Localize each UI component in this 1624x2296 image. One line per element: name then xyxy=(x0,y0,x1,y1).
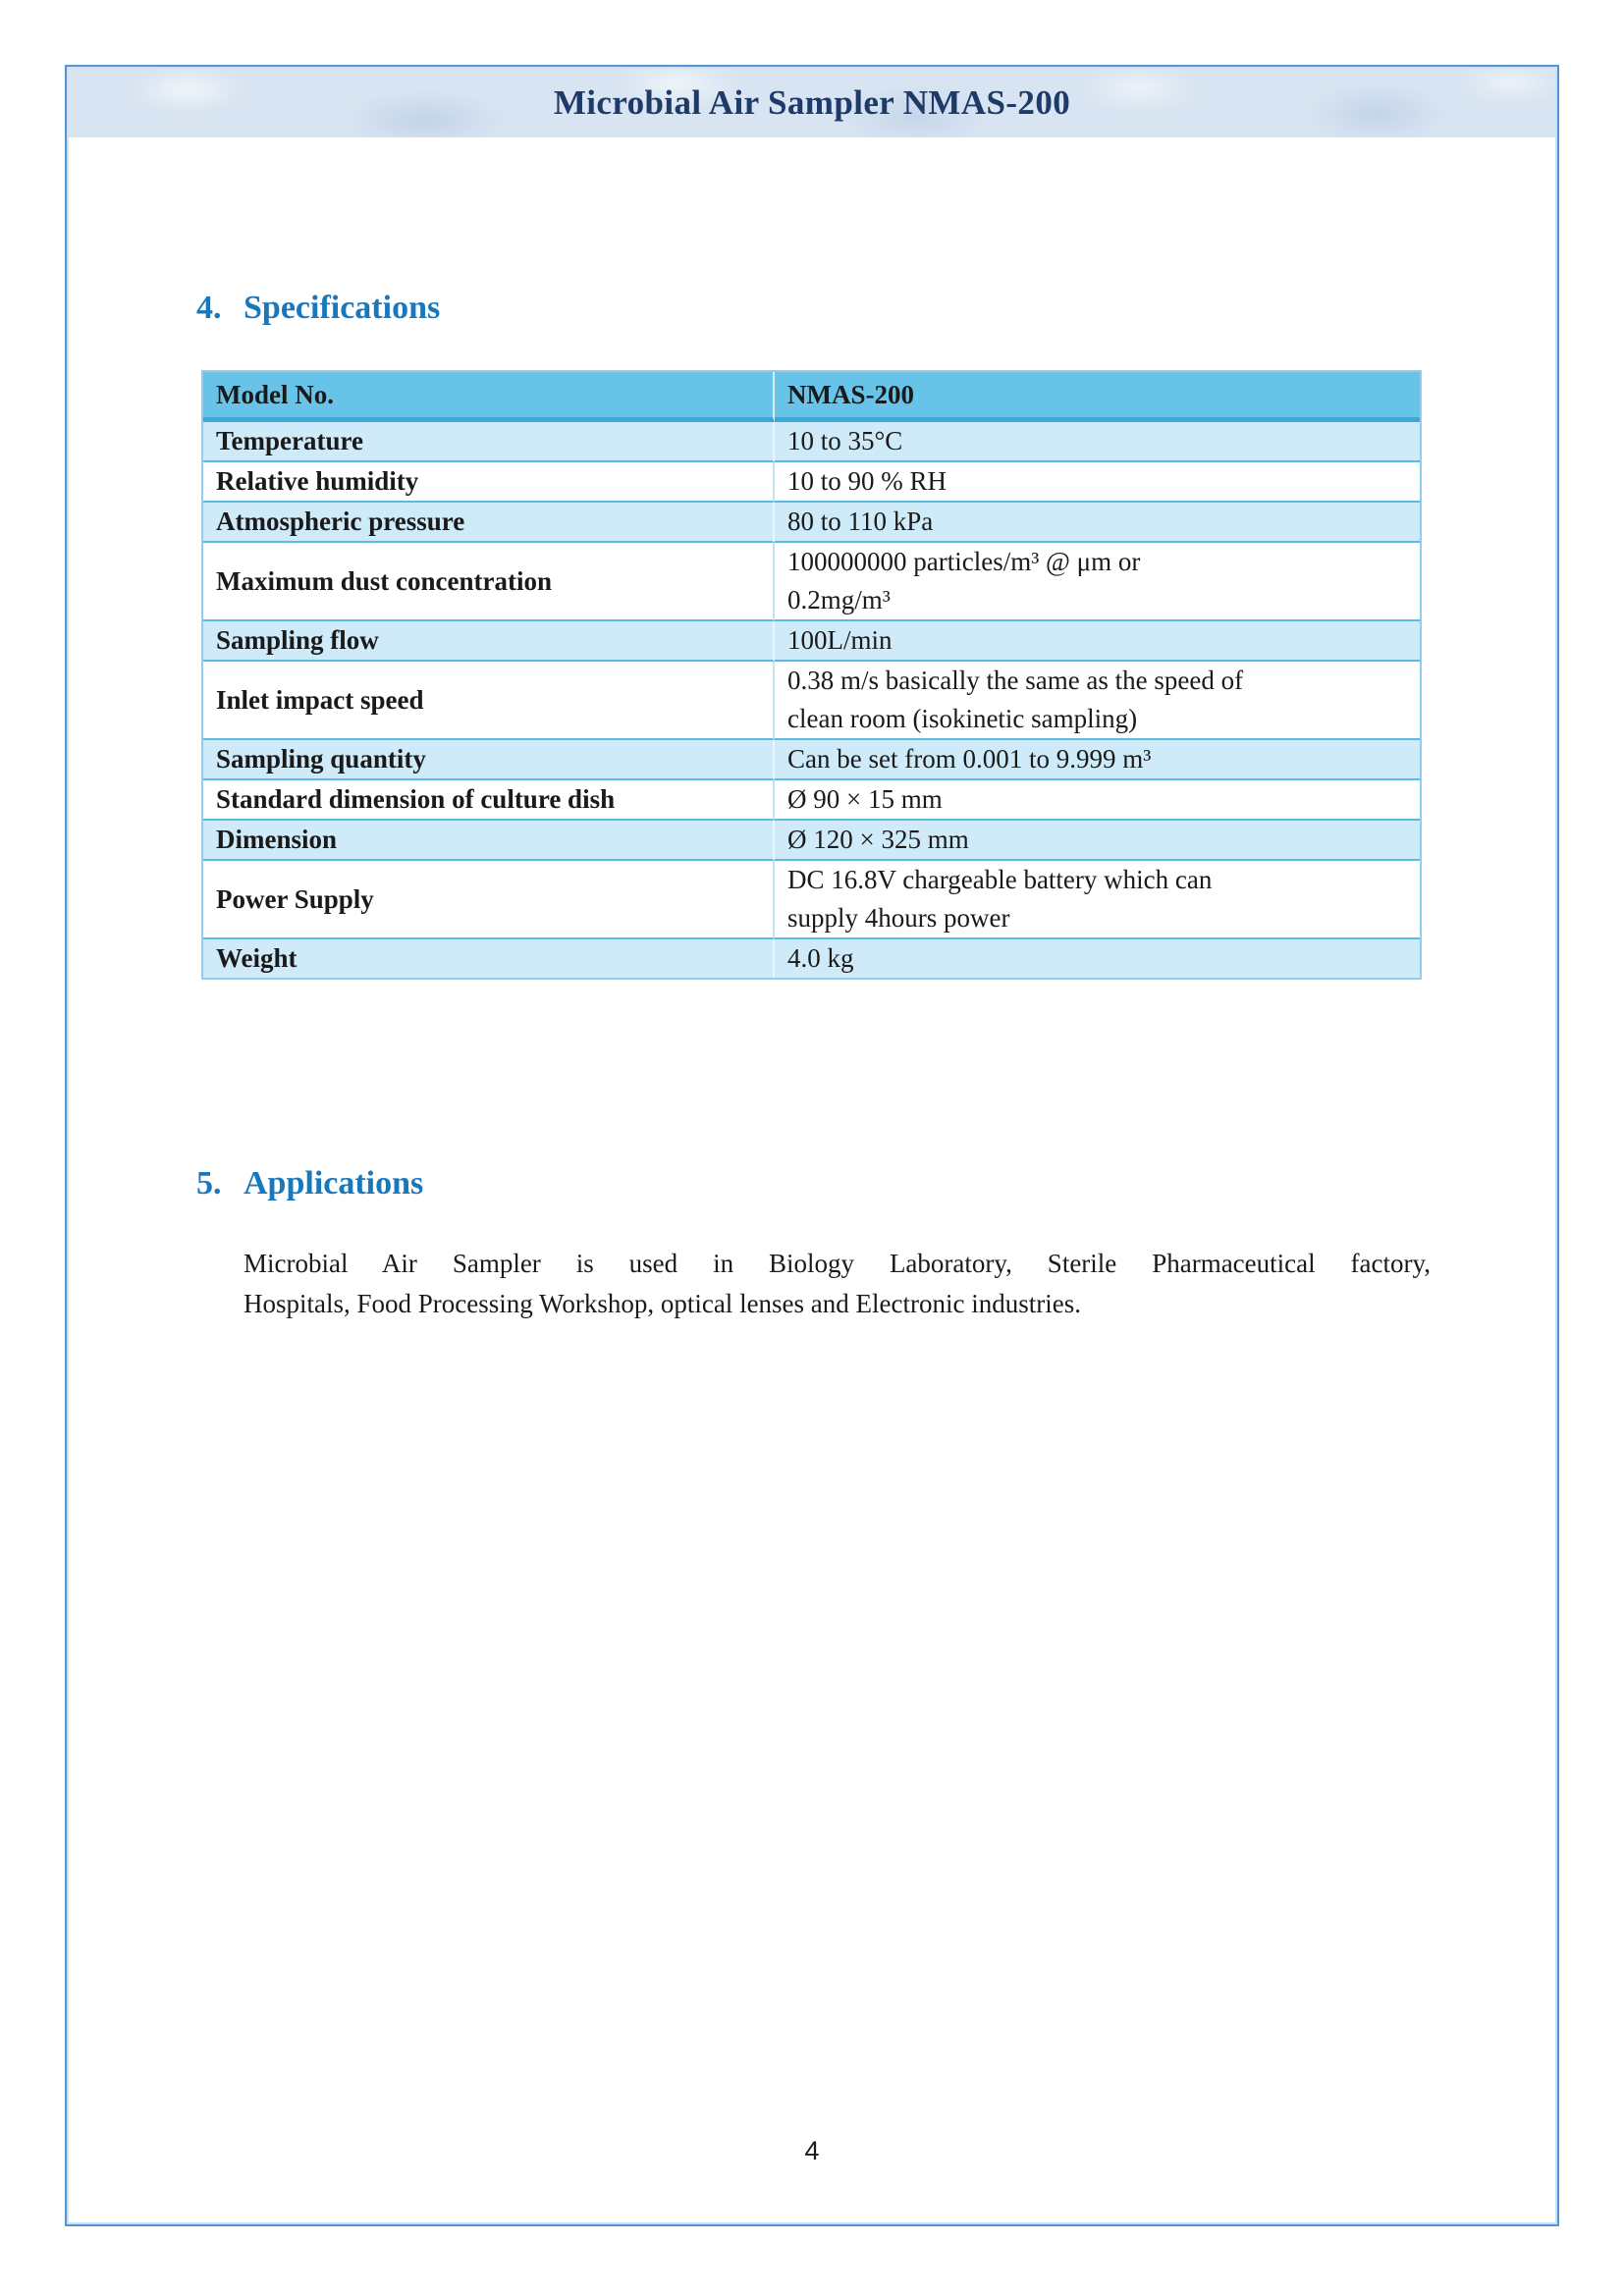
paragraph-line: Hospitals, Food Processing Workshop, optical lenses and Electronic industries. xyxy=(244,1289,1081,1318)
spec-value: 100000000 particles/m³ @ μm or xyxy=(787,547,1141,576)
table-row xyxy=(203,740,1420,780)
spec-label: Standard dimension of culture dish xyxy=(203,780,775,821)
section-title: Applications xyxy=(244,1165,424,1201)
spec-table xyxy=(201,370,1422,980)
spec-value: Ø 120 × 325 mm xyxy=(787,825,969,854)
section-heading-specifications xyxy=(196,287,440,330)
spec-label: Relative humidity xyxy=(203,462,775,503)
section-number: 4. xyxy=(196,290,222,326)
spec-header-value: NMAS-200 xyxy=(775,372,1420,422)
table-row xyxy=(203,503,1420,543)
spec-label: Inlet impact speed xyxy=(203,662,775,740)
paragraph-line: Microbial Air Sampler is used in Biology Laboratory, Sterile Pharmaceutical factory, xyxy=(244,1249,1431,1278)
spec-value: supply 4hours power xyxy=(787,903,1010,933)
spec-table-header-row xyxy=(203,372,1420,422)
spec-value: 100L/min xyxy=(787,625,893,655)
spec-value: 80 to 110 kPa xyxy=(787,507,934,536)
spec-value: 4.0 kg xyxy=(787,943,854,973)
spec-value: Can be set from 0.001 to 9.999 m³ xyxy=(787,744,1152,774)
spec-value: clean room (isokinetic sampling) xyxy=(787,704,1138,733)
spec-value: DC 16.8V chargeable battery which can xyxy=(787,865,1213,894)
spec-label: Sampling quantity xyxy=(203,740,775,780)
page-number: 4 xyxy=(804,2136,820,2165)
spec-label: Maximum dust concentration xyxy=(203,543,775,621)
spec-label: Atmospheric pressure xyxy=(203,503,775,543)
spec-value: 0.2mg/m³ xyxy=(787,585,891,614)
spec-label: Sampling flow xyxy=(203,621,775,662)
table-row xyxy=(203,861,1420,939)
spec-value: 0.38 m/s basically the same as the speed of xyxy=(787,666,1244,695)
table-row xyxy=(203,422,1420,462)
table-row xyxy=(203,821,1420,861)
spec-value: 10 to 90 % RH xyxy=(787,466,947,496)
section-number: 5. xyxy=(196,1165,222,1201)
page-border-frame xyxy=(65,65,1559,2226)
spec-value: Ø 90 × 15 mm xyxy=(787,784,943,814)
spec-header-label: Model No. xyxy=(203,372,775,422)
table-row xyxy=(203,621,1420,662)
spec-label: Power Supply xyxy=(203,861,775,939)
header-banner xyxy=(69,69,1555,137)
applications-paragraph xyxy=(244,1244,1431,1324)
section-title: Specifications xyxy=(244,290,441,326)
table-row xyxy=(203,662,1420,740)
table-row xyxy=(203,462,1420,503)
spec-value: 10 to 35°C xyxy=(787,426,903,455)
table-row xyxy=(203,543,1420,621)
table-row xyxy=(203,780,1420,821)
section-heading-applications xyxy=(196,1162,423,1205)
page-title: Microbial Air Sampler NMAS-200 xyxy=(553,83,1071,122)
table-row xyxy=(203,939,1420,978)
spec-label: Temperature xyxy=(203,422,775,462)
spec-label: Weight xyxy=(203,939,775,978)
spec-label: Dimension xyxy=(203,821,775,861)
